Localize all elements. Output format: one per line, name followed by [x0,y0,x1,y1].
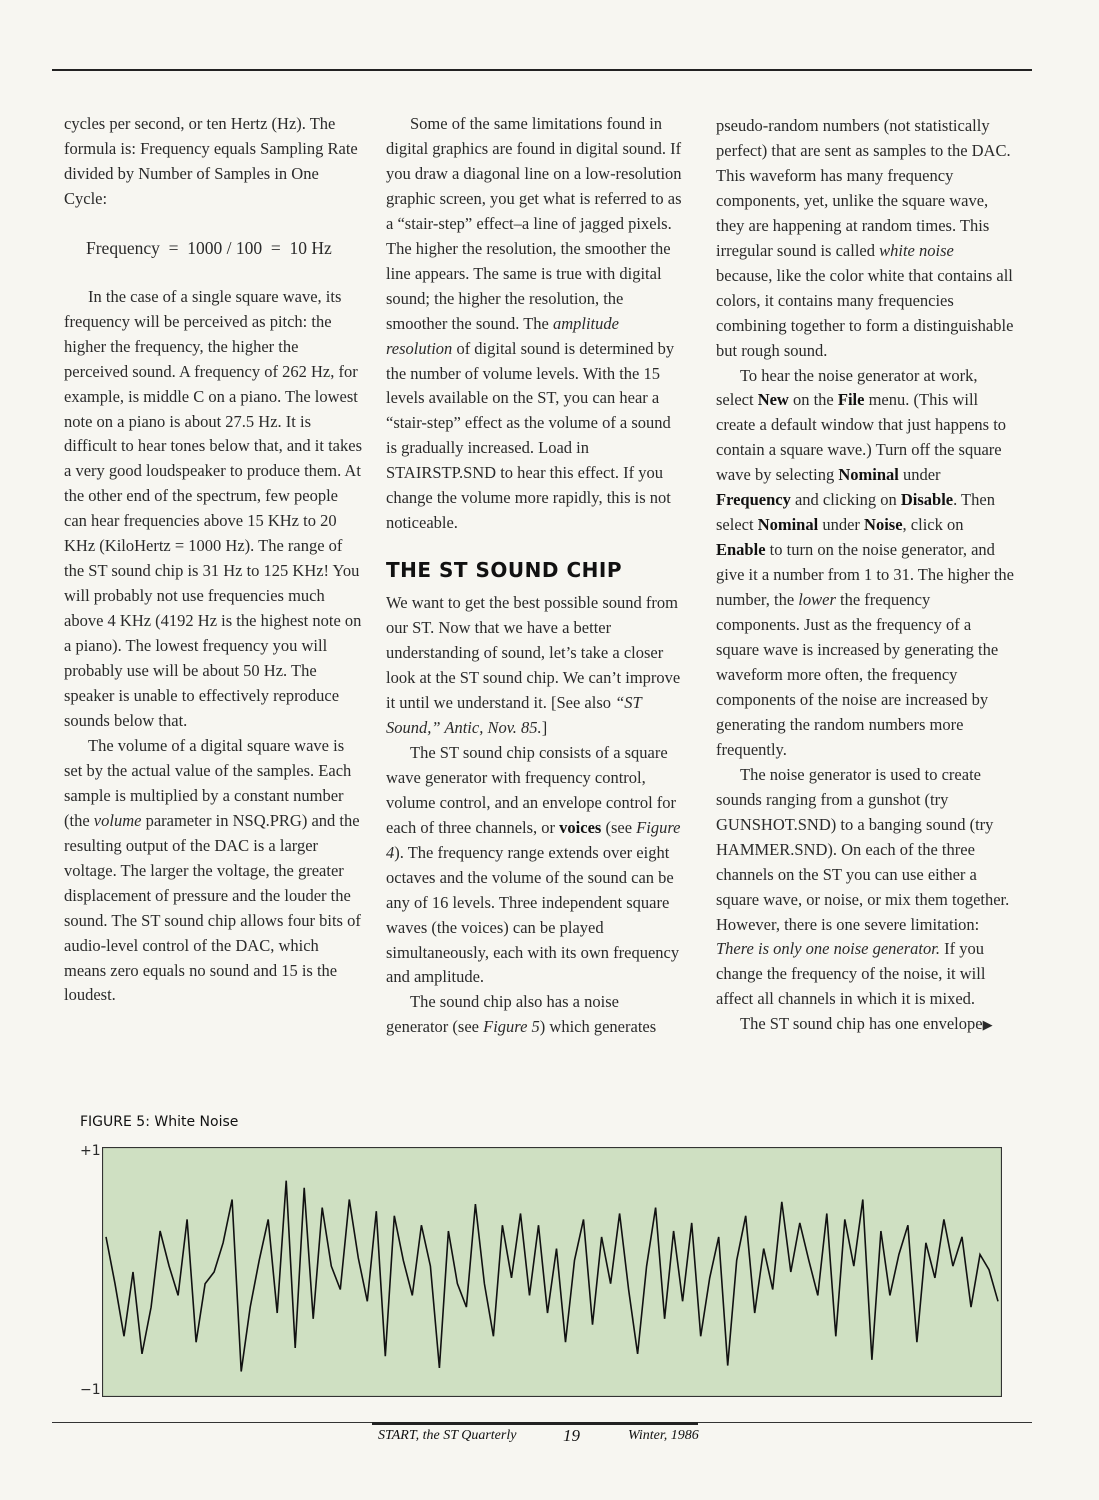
col3-paragraph-2: To hear the noise generator at work, select New on the File menu. (This will create a default window that just happens to contain a square wave.) Turn off the square wave by selecting Nominal under Frequency and clicking on Disable. Then select Nominal under Noise, click on Enable to turn on the noise generator, and give it a number from 1 to 31. The higher the number, the lower the frequency components. Just as the frequency of a square wave is increased by generating the waveform more often, the frequency components of the noise are increased by generating the random numbers more frequently. [716,365,1014,759]
y-axis-top-label: +1 [80,1143,101,1159]
col3-paragraph-1: pseudo-random numbers (not statistically perfect) that are sent as samples to the DAC. This waveform has many frequency components, yet, unlike the square wave, they are happening at random times. This irregular sound is called white noise because, like the color white that contains all colors, it contains many frequencies combining together to form a distinguishable but rough sound. [716,116,1014,360]
continue-arrow-icon: ▶ [982,1018,993,1034]
footer-publication: START, the ST Quarterly [378,1428,517,1443]
top-rule [52,69,1032,71]
footer-date: Winter, 1986 [628,1428,699,1443]
column-2 [386,112,684,1040]
col1-paragraph-3: The volume of a digital square wave is set by the actual value of the samples. Each sample is multiplied by a constant number (the volume parameter in NSQ.PRG) and the resulting output of the DAC is a larger voltage. The larger the voltage, the greater displacement of pressure and the louder the sound. The ST sound chip allows four bits of audio-level control of the DAC, which means zero equals no sound and 15 is the loudest. [64,735,361,1005]
section-heading: THE ST SOUND CHIP [386,558,622,583]
frequency-formula: Frequency = 1000 / 100 = 10 Hz [86,237,332,258]
y-axis-bottom-label: −1 [80,1382,101,1398]
column-1 [64,112,362,1008]
bottom-rule-accent [372,1422,698,1425]
col1-paragraph-1: cycles per second, or ten Hertz (Hz). The formula is: Frequency equals Sampling Rate divided by Number of Samples in One Cycle: [64,114,358,208]
col3-paragraph-3: The noise generator is used to create sounds ranging from a gunshot (try GUNSHOT.SND) to a banging sound (try HAMMER.SND). On each of the three channels on the ST you can use either a square wave, or noise, or mix them together. However, there is one severe limitation: There is only one noise generator. If you change the frequency of the noise, it will affect all channels in which it is mixed. [716,764,1010,1009]
col2-paragraph-1: Some of the same limitations found in digital graphics are found in digital sound. If you draw a diagonal line on a low-resolution graphic screen, you get what is referred to as a “stair-step” effect–a line of jagged pixels. The higher the resolution, the smoother the line appears. The same is true with digital sound; the higher the resolution, the smoother the sound. The amplitude resolution of digital sound is determined by the number of volume levels. With the 15 levels available on the ST, you can hear a “stair-step” effect as the volume of a sound is gradually increased. Load in STAIRSTP.SND to hear this effect. If you change the volume more rapidly, this is not noticeable. [386,114,682,533]
col2-paragraph-2: We want to get the best possible sound from our ST. Now that we have a better understanding of sound, let’s take a closer look at the ST sound chip. We can’t improve it until we understand it. [See also “ST Sound,” Antic, Nov. 85.] [386,593,681,737]
col2-paragraph-4: The sound chip also has a noise generator (see Figure 5) which generates [386,992,657,1037]
col3-paragraph-4: The ST sound chip has one envelope▶ [740,1014,993,1034]
white-noise-chart [102,1147,1002,1397]
footer-page-number: 19 [563,1426,580,1445]
column-3 [716,114,1014,1039]
col2-paragraph-3: The ST sound chip consists of a square wave generator with frequency control, volume control, and an envelope control for each of three channels, or voices (see Figure 4). The frequency range extends over eight octaves and the volume of the sound can be any of 16 levels. Three independent square waves (the voices) can be played simultaneously, each with its own frequency and amplitude. [386,742,681,987]
figure-caption: FIGURE 5: White Noise [80,1114,239,1130]
col1-paragraph-2: In the case of a single square wave, its frequency will be perceived as pitch: the higher the frequency, the higher the perceived sound. A frequency of 262 Hz, for example, is middle C on a piano. The lowest note on a piano is about 27.5 Hz. It is difficult to hear tones below that, and it takes a very good loudspeaker to produce them. At the other end of the spectrum, few people can hear frequencies above 15 KHz to 20 KHz (KiloHertz = 1000 Hz). The range of the ST sound chip is 31 Hz to 125 KHz! You will probably not use frequencies much above 4 KHz (4192 Hz is the highest note on a piano). The lowest frequency you will probably use will be about 50 Hz. The speaker is unable to effectively reproduce sounds below that. [64,286,362,730]
